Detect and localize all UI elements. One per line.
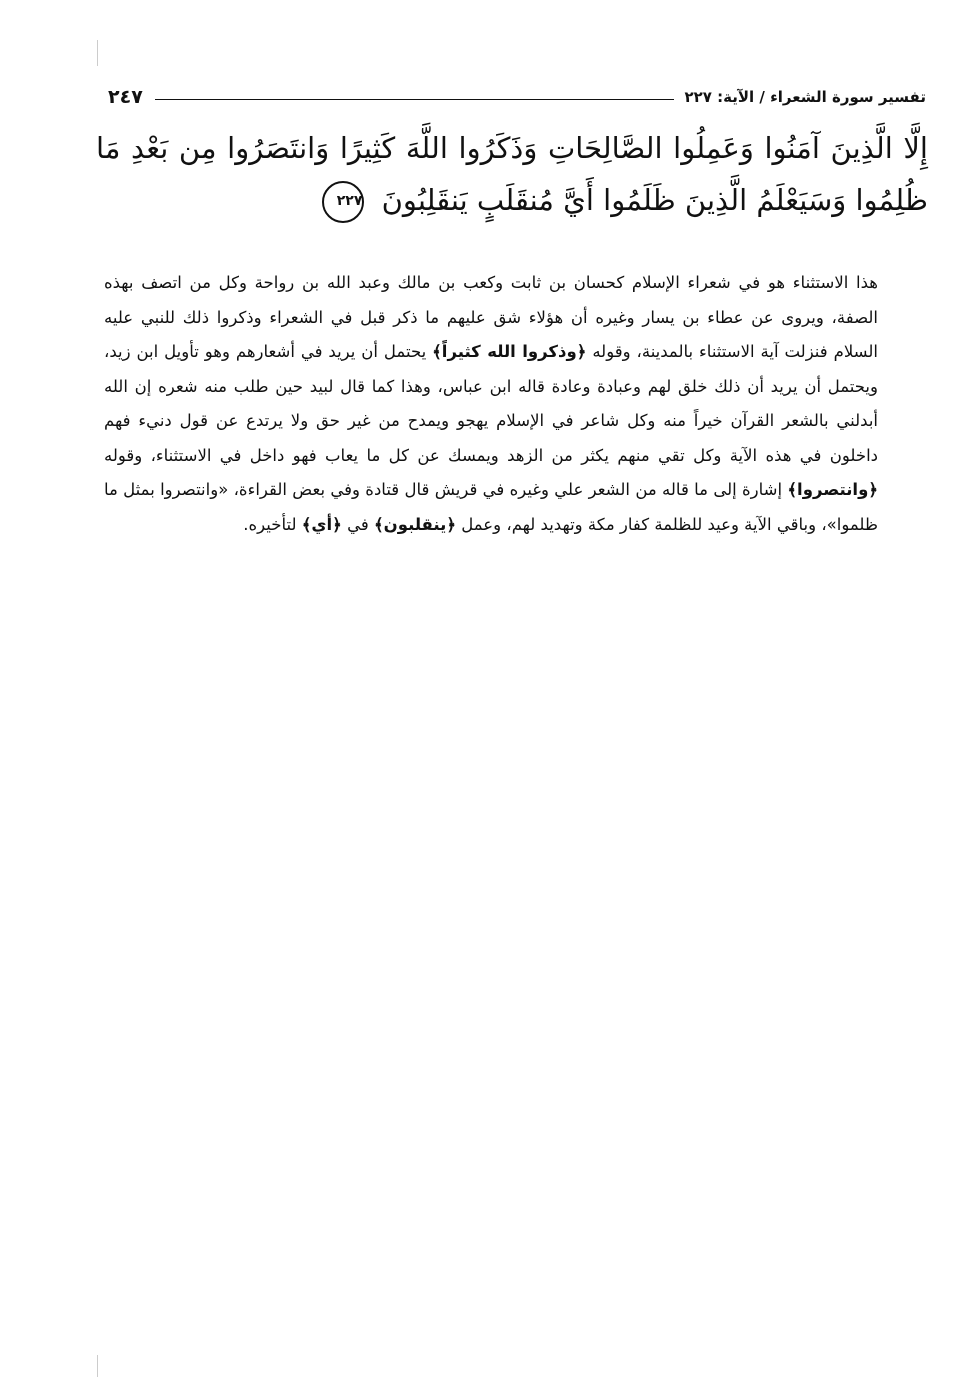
commentary-text xyxy=(104,266,878,542)
commentary-segment: لتأخيره. xyxy=(243,514,302,534)
quoted-phrase: ﴿وذكروا الله كثيراً﴾ xyxy=(432,342,587,361)
quoted-phrase: ﴿أي﴾ xyxy=(301,514,342,534)
scan-edge-mark xyxy=(97,40,98,66)
page-number: ٢٤٧ xyxy=(108,86,143,108)
quran-verse xyxy=(96,122,928,226)
commentary-paragraph xyxy=(104,266,878,542)
commentary-segment: هذا الاستثناء هو في شعراء الإسلام كحسان بن ثابت وكعب بن مالك وعبد الله بن رواحة وكل من اتصف بهذه الصفة، ويروى عن عطاء بن يسار وغيره أن هؤلاء شق عليهم ما ذكر قبل في الشعراء وذكروا ذلك للنبي عليه السلام فنزلت آية الاستثناء بالمدينة، وقوله xyxy=(104,273,878,361)
commentary-segment: إشارة إلى ما قاله من الشعر علي وغيره في قريش قال قتادة وفي بعض القراءة، «وانتصروا بمثل ما ظلموا»، وباقي الآية وعيد للظلمة كفار مكة وتهديد لهم، وعمل xyxy=(104,480,878,534)
header-rule xyxy=(155,99,675,100)
commentary-segment: يحتمل أن يريد في أشعارهم وهو تأويل ابن زيد، ويحتمل أن يريد أن ذلك خلق لهم وعبادة وعادة قاله ابن عباس، وهذا كما قال لبيد حين طلب منه شعره إن الله أبدلني بالشعر القرآن خيراً منه وكل شاعر في الإسلام يهجو ويمدح من غير حق ولا يرتدع عن قول دنيء فهم داخلون في هذه الآية وكل تقي منهم يكثر من الزهد ويمسك عن كل ما يعاب فهو داخل في الاستثناء، وقوله xyxy=(104,342,878,465)
ayah-number-marker xyxy=(322,181,364,223)
scan-edge-mark xyxy=(97,1355,98,1377)
running-title: تفسير سورة الشعراء / الآية: ٢٢٧ xyxy=(684,88,926,106)
verse-text: إِلَّا الَّذِينَ آمَنُوا وَعَمِلُوا الصَّالِحَاتِ وَذَكَرُوا اللَّهَ كَثِيرًا وَانتَصَرُوا مِن بَعْدِ مَا ظُلِمُوا وَسَيَعْلَمُ الَّذِينَ ظَلَمُوا أَيَّ مُنقَلَبٍ يَنقَلِبُونَ xyxy=(96,131,928,217)
running-header xyxy=(108,84,926,110)
ayah-number: ٢٢٧ xyxy=(336,193,363,209)
commentary-segment: في xyxy=(341,514,374,534)
quoted-phrase: ﴿وانتصروا﴾ xyxy=(787,480,878,499)
quoted-phrase: ﴿ينقلبون﴾ xyxy=(373,514,457,534)
